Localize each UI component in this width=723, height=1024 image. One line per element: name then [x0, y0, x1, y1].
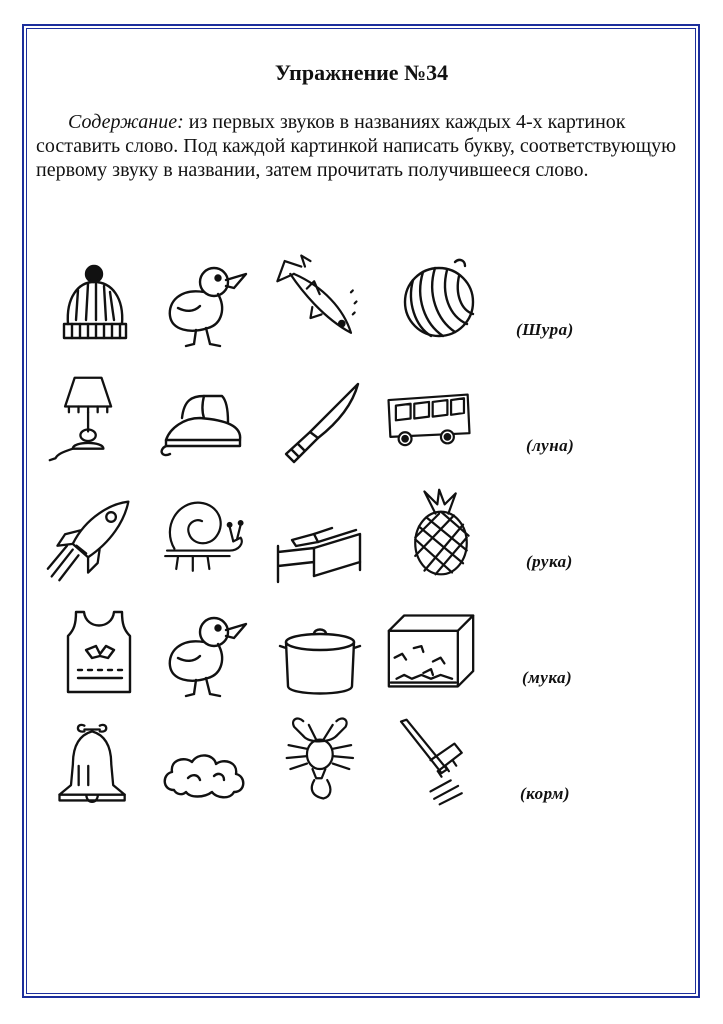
- cloud-icon: [158, 728, 250, 820]
- pot-icon: [274, 614, 366, 706]
- answer-word: (корм): [520, 784, 571, 803]
- lamp-icon: [44, 372, 136, 464]
- iron-icon: [156, 378, 248, 470]
- tank-top-icon: [56, 606, 148, 698]
- bus-icon: [383, 378, 475, 470]
- duckling-icon: [160, 258, 252, 350]
- knife-icon: [272, 378, 364, 470]
- answer-word: (Шура): [516, 320, 574, 339]
- watermelon-icon: [395, 254, 487, 346]
- rocket-icon: [44, 494, 136, 586]
- snail-icon: [156, 488, 248, 580]
- instructions-lead: Содержание:: [68, 111, 184, 133]
- exercise-instructions: [36, 110, 686, 182]
- duckling-icon: [160, 608, 252, 700]
- hat-icon: [50, 258, 142, 350]
- answer-word: (луна): [526, 436, 575, 455]
- fish-icon: [270, 250, 362, 342]
- answer-word: (рука): [526, 552, 573, 571]
- instructions-text: из первых звуков в названиях каждых 4-х картинок составить слово. Под каждой картинкой написать букву, соответствующую первому звуку в названии, затем прочитать получившееся слово.: [36, 111, 677, 181]
- aquarium-icon: [385, 604, 477, 696]
- answer-word: (мука): [522, 668, 573, 687]
- bed-icon: [274, 500, 366, 592]
- crayfish-icon: [272, 712, 364, 804]
- pineapple-icon: [395, 486, 487, 578]
- rake-icon: [390, 716, 482, 808]
- bell-icon: [48, 718, 140, 810]
- exercise-title: Упражнение №34: [274, 60, 449, 85]
